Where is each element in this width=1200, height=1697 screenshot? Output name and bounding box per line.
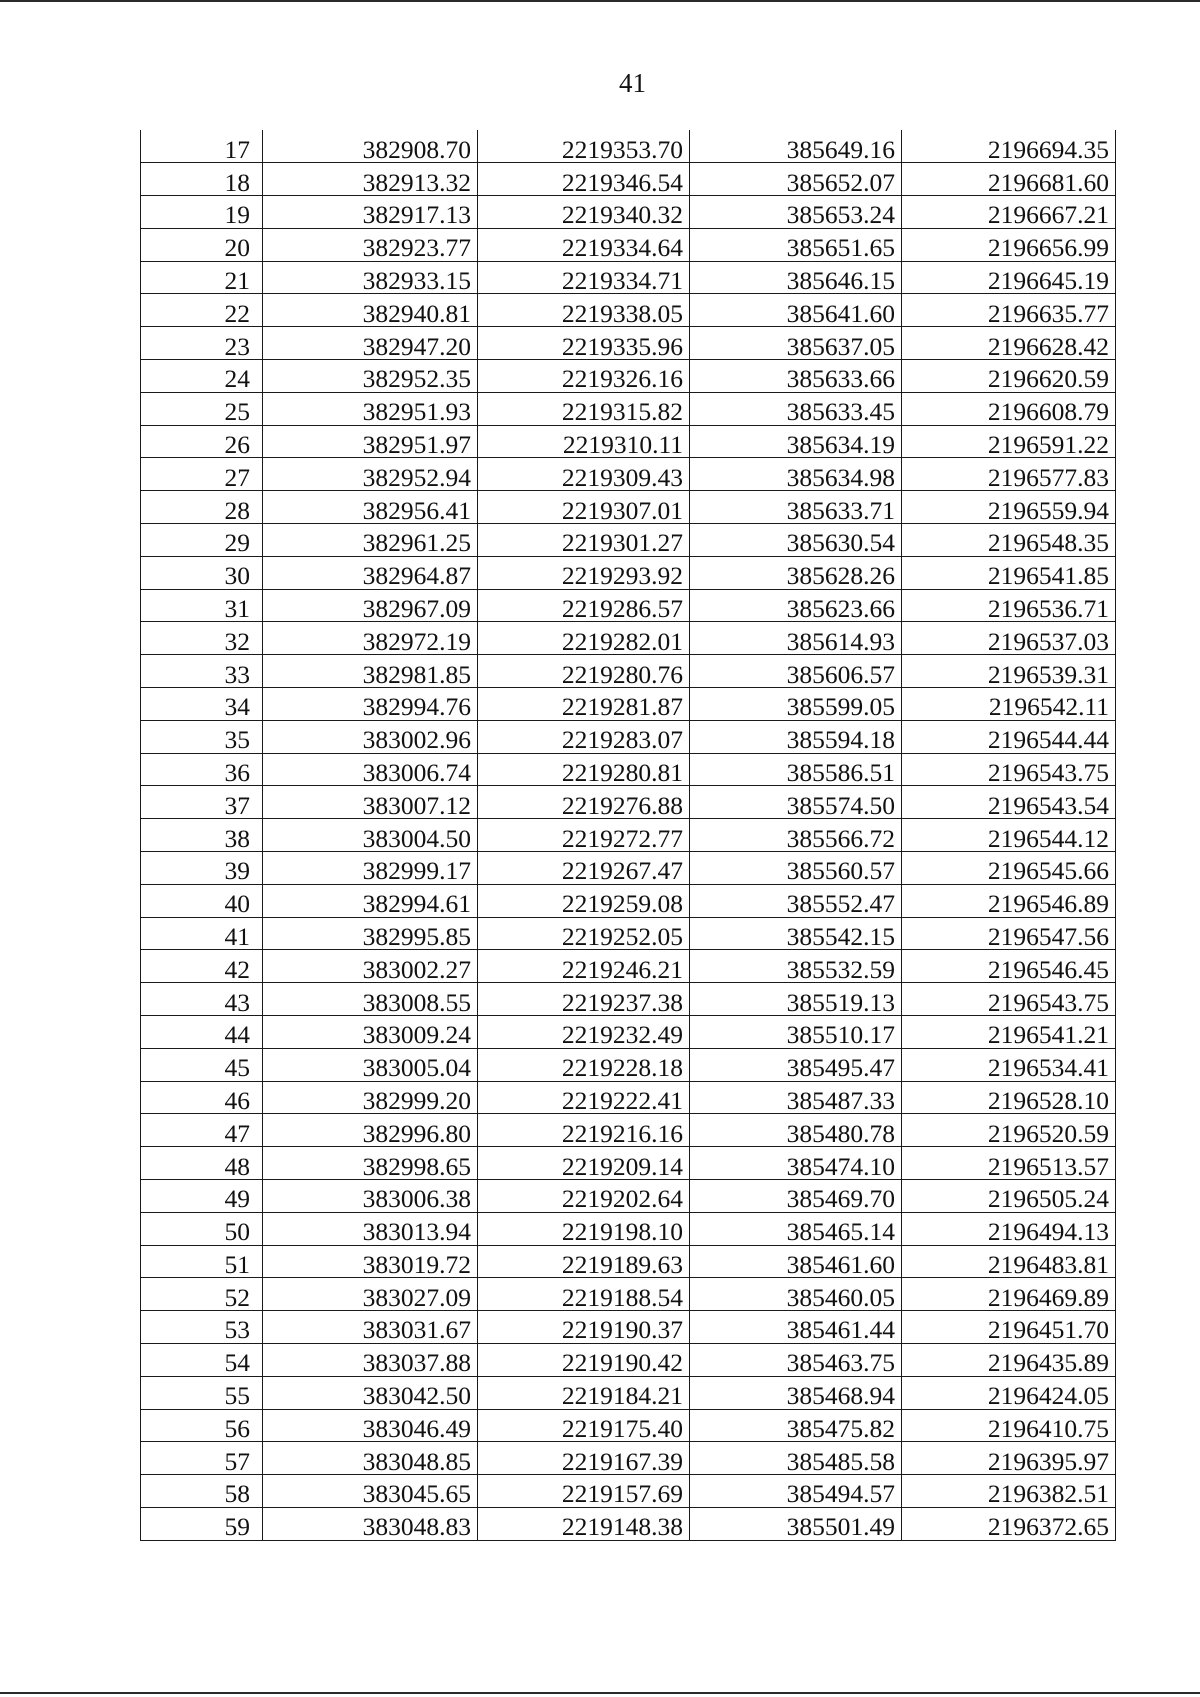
x1-coordinate-cell: 383031.67 xyxy=(263,1311,478,1344)
point-number-cell: 17 xyxy=(141,130,263,163)
y1-coordinate-cell: 2219148.38 xyxy=(478,1507,690,1540)
y2-coordinate-cell: 2196645.19 xyxy=(902,261,1116,294)
x2-coordinate-cell: 385651.65 xyxy=(690,228,902,261)
x1-coordinate-cell: 382933.15 xyxy=(263,261,478,294)
point-number-cell: 37 xyxy=(141,786,263,819)
y1-coordinate-cell: 2219228.18 xyxy=(478,1048,690,1081)
y1-coordinate-cell: 2219202.64 xyxy=(478,1180,690,1213)
table-row xyxy=(141,852,1116,885)
table-row xyxy=(141,261,1116,294)
table-row xyxy=(141,917,1116,950)
x1-coordinate-cell: 382972.19 xyxy=(263,622,478,655)
y1-coordinate-cell: 2219280.81 xyxy=(478,753,690,786)
x2-coordinate-cell: 385519.13 xyxy=(690,983,902,1016)
point-number-cell: 54 xyxy=(141,1343,263,1376)
y1-coordinate-cell: 2219222.41 xyxy=(478,1081,690,1114)
point-number-cell: 47 xyxy=(141,1114,263,1147)
y1-coordinate-cell: 2219346.54 xyxy=(478,163,690,196)
y2-coordinate-cell: 2196546.45 xyxy=(902,950,1116,983)
x2-coordinate-cell: 385633.45 xyxy=(690,392,902,425)
table-row xyxy=(141,1507,1116,1540)
table-row xyxy=(141,1048,1116,1081)
x2-coordinate-cell: 385461.44 xyxy=(690,1311,902,1344)
point-number-cell: 40 xyxy=(141,884,263,917)
x2-coordinate-cell: 385560.57 xyxy=(690,852,902,885)
y2-coordinate-cell: 2196451.70 xyxy=(902,1311,1116,1344)
x1-coordinate-cell: 382913.32 xyxy=(263,163,478,196)
y2-coordinate-cell: 2196513.57 xyxy=(902,1147,1116,1180)
x1-coordinate-cell: 382952.35 xyxy=(263,360,478,393)
point-number-cell: 35 xyxy=(141,720,263,753)
x1-coordinate-cell: 382956.41 xyxy=(263,491,478,524)
table-row xyxy=(141,360,1116,393)
scan-bottom-border xyxy=(0,1692,1200,1694)
table-row xyxy=(141,228,1116,261)
y1-coordinate-cell: 2219246.21 xyxy=(478,950,690,983)
x2-coordinate-cell: 385480.78 xyxy=(690,1114,902,1147)
point-number-cell: 58 xyxy=(141,1475,263,1508)
y1-coordinate-cell: 2219259.08 xyxy=(478,884,690,917)
table-row xyxy=(141,491,1116,524)
point-number-cell: 23 xyxy=(141,327,263,360)
x1-coordinate-cell: 382951.93 xyxy=(263,392,478,425)
x1-coordinate-cell: 383002.27 xyxy=(263,950,478,983)
scan-top-border xyxy=(0,0,1200,2)
x2-coordinate-cell: 385641.60 xyxy=(690,294,902,327)
y1-coordinate-cell: 2219190.42 xyxy=(478,1343,690,1376)
x1-coordinate-cell: 383046.49 xyxy=(263,1409,478,1442)
table-row xyxy=(141,1343,1116,1376)
x1-coordinate-cell: 382951.97 xyxy=(263,425,478,458)
x1-coordinate-cell: 382923.77 xyxy=(263,228,478,261)
y1-coordinate-cell: 2219252.05 xyxy=(478,917,690,950)
point-number-cell: 43 xyxy=(141,983,263,1016)
y2-coordinate-cell: 2196546.89 xyxy=(902,884,1116,917)
y2-coordinate-cell: 2196667.21 xyxy=(902,196,1116,229)
y1-coordinate-cell: 2219283.07 xyxy=(478,720,690,753)
point-number-cell: 19 xyxy=(141,196,263,229)
y1-coordinate-cell: 2219209.14 xyxy=(478,1147,690,1180)
x1-coordinate-cell: 382967.09 xyxy=(263,589,478,622)
y2-coordinate-cell: 2196505.24 xyxy=(902,1180,1116,1213)
x2-coordinate-cell: 385487.33 xyxy=(690,1081,902,1114)
x2-coordinate-cell: 385501.49 xyxy=(690,1507,902,1540)
table-row xyxy=(141,458,1116,491)
table-row xyxy=(141,1180,1116,1213)
table-row xyxy=(141,950,1116,983)
table-row xyxy=(141,1081,1116,1114)
point-number-cell: 55 xyxy=(141,1376,263,1409)
point-number-cell: 28 xyxy=(141,491,263,524)
table-row xyxy=(141,1409,1116,1442)
y1-coordinate-cell: 2219338.05 xyxy=(478,294,690,327)
point-number-cell: 56 xyxy=(141,1409,263,1442)
x1-coordinate-cell: 383027.09 xyxy=(263,1278,478,1311)
x2-coordinate-cell: 385460.05 xyxy=(690,1278,902,1311)
y2-coordinate-cell: 2196541.21 xyxy=(902,1016,1116,1049)
point-number-cell: 41 xyxy=(141,917,263,950)
x2-coordinate-cell: 385463.75 xyxy=(690,1343,902,1376)
table-row xyxy=(141,425,1116,458)
y1-coordinate-cell: 2219184.21 xyxy=(478,1376,690,1409)
y2-coordinate-cell: 2196543.54 xyxy=(902,786,1116,819)
y2-coordinate-cell: 2196534.41 xyxy=(902,1048,1116,1081)
y2-coordinate-cell: 2196628.42 xyxy=(902,327,1116,360)
x1-coordinate-cell: 383009.24 xyxy=(263,1016,478,1049)
x2-coordinate-cell: 385646.15 xyxy=(690,261,902,294)
point-number-cell: 48 xyxy=(141,1147,263,1180)
table-row xyxy=(141,294,1116,327)
x1-coordinate-cell: 383004.50 xyxy=(263,819,478,852)
x1-coordinate-cell: 383037.88 xyxy=(263,1343,478,1376)
point-number-cell: 59 xyxy=(141,1507,263,1540)
x2-coordinate-cell: 385469.70 xyxy=(690,1180,902,1213)
x1-coordinate-cell: 382994.61 xyxy=(263,884,478,917)
y2-coordinate-cell: 2196395.97 xyxy=(902,1442,1116,1475)
x1-coordinate-cell: 382940.81 xyxy=(263,294,478,327)
x2-coordinate-cell: 385634.19 xyxy=(690,425,902,458)
y1-coordinate-cell: 2219280.76 xyxy=(478,655,690,688)
y2-coordinate-cell: 2196544.44 xyxy=(902,720,1116,753)
x2-coordinate-cell: 385542.15 xyxy=(690,917,902,950)
point-number-cell: 38 xyxy=(141,819,263,852)
y2-coordinate-cell: 2196536.71 xyxy=(902,589,1116,622)
x2-coordinate-cell: 385494.57 xyxy=(690,1475,902,1508)
x1-coordinate-cell: 382964.87 xyxy=(263,556,478,589)
y1-coordinate-cell: 2219353.70 xyxy=(478,130,690,163)
y2-coordinate-cell: 2196542.11 xyxy=(902,688,1116,721)
point-number-cell: 22 xyxy=(141,294,263,327)
point-number-cell: 50 xyxy=(141,1212,263,1245)
x2-coordinate-cell: 385532.59 xyxy=(690,950,902,983)
y2-coordinate-cell: 2196494.13 xyxy=(902,1212,1116,1245)
x1-coordinate-cell: 382947.20 xyxy=(263,327,478,360)
point-number-cell: 25 xyxy=(141,392,263,425)
table-row xyxy=(141,524,1116,557)
table-row xyxy=(141,884,1116,917)
x1-coordinate-cell: 383013.94 xyxy=(263,1212,478,1245)
table-row xyxy=(141,983,1116,1016)
point-number-cell: 31 xyxy=(141,589,263,622)
table-row xyxy=(141,196,1116,229)
point-number-cell: 36 xyxy=(141,753,263,786)
y2-coordinate-cell: 2196483.81 xyxy=(902,1245,1116,1278)
point-number-cell: 24 xyxy=(141,360,263,393)
coordinate-table xyxy=(140,130,1116,1541)
table-row xyxy=(141,720,1116,753)
y2-coordinate-cell: 2196520.59 xyxy=(902,1114,1116,1147)
y1-coordinate-cell: 2219286.57 xyxy=(478,589,690,622)
point-number-cell: 44 xyxy=(141,1016,263,1049)
y2-coordinate-cell: 2196547.56 xyxy=(902,917,1116,950)
table-row xyxy=(141,1212,1116,1245)
x1-coordinate-cell: 382994.76 xyxy=(263,688,478,721)
y2-coordinate-cell: 2196543.75 xyxy=(902,983,1116,1016)
x2-coordinate-cell: 385614.93 xyxy=(690,622,902,655)
point-number-cell: 29 xyxy=(141,524,263,557)
y1-coordinate-cell: 2219281.87 xyxy=(478,688,690,721)
y2-coordinate-cell: 2196591.22 xyxy=(902,425,1116,458)
x1-coordinate-cell: 382999.20 xyxy=(263,1081,478,1114)
y1-coordinate-cell: 2219272.77 xyxy=(478,819,690,852)
y2-coordinate-cell: 2196528.10 xyxy=(902,1081,1116,1114)
table-row xyxy=(141,1475,1116,1508)
point-number-cell: 51 xyxy=(141,1245,263,1278)
table-row xyxy=(141,1278,1116,1311)
x1-coordinate-cell: 383006.38 xyxy=(263,1180,478,1213)
y1-coordinate-cell: 2219189.63 xyxy=(478,1245,690,1278)
y2-coordinate-cell: 2196539.31 xyxy=(902,655,1116,688)
y1-coordinate-cell: 2219157.69 xyxy=(478,1475,690,1508)
y2-coordinate-cell: 2196424.05 xyxy=(902,1376,1116,1409)
x2-coordinate-cell: 385574.50 xyxy=(690,786,902,819)
x1-coordinate-cell: 382998.65 xyxy=(263,1147,478,1180)
table-row xyxy=(141,589,1116,622)
table-row xyxy=(141,819,1116,852)
y2-coordinate-cell: 2196620.59 xyxy=(902,360,1116,393)
point-number-cell: 52 xyxy=(141,1278,263,1311)
x2-coordinate-cell: 385475.82 xyxy=(690,1409,902,1442)
table-row xyxy=(141,556,1116,589)
table-row xyxy=(141,130,1116,163)
x2-coordinate-cell: 385637.05 xyxy=(690,327,902,360)
y2-coordinate-cell: 2196548.35 xyxy=(902,524,1116,557)
x1-coordinate-cell: 383007.12 xyxy=(263,786,478,819)
point-number-cell: 18 xyxy=(141,163,263,196)
point-number-cell: 49 xyxy=(141,1180,263,1213)
x2-coordinate-cell: 385468.94 xyxy=(690,1376,902,1409)
table-row xyxy=(141,688,1116,721)
y2-coordinate-cell: 2196543.75 xyxy=(902,753,1116,786)
point-number-cell: 27 xyxy=(141,458,263,491)
y1-coordinate-cell: 2219237.38 xyxy=(478,983,690,1016)
x1-coordinate-cell: 383005.04 xyxy=(263,1048,478,1081)
x2-coordinate-cell: 385599.05 xyxy=(690,688,902,721)
x1-coordinate-cell: 383045.65 xyxy=(263,1475,478,1508)
y2-coordinate-cell: 2196537.03 xyxy=(902,622,1116,655)
table-row xyxy=(141,327,1116,360)
point-number-cell: 53 xyxy=(141,1311,263,1344)
table-row xyxy=(141,1114,1116,1147)
y1-coordinate-cell: 2219340.32 xyxy=(478,196,690,229)
x2-coordinate-cell: 385633.66 xyxy=(690,360,902,393)
y2-coordinate-cell: 2196577.83 xyxy=(902,458,1116,491)
y2-coordinate-cell: 2196435.89 xyxy=(902,1343,1116,1376)
x2-coordinate-cell: 385510.17 xyxy=(690,1016,902,1049)
x2-coordinate-cell: 385474.10 xyxy=(690,1147,902,1180)
y1-coordinate-cell: 2219216.16 xyxy=(478,1114,690,1147)
point-number-cell: 46 xyxy=(141,1081,263,1114)
y1-coordinate-cell: 2219309.43 xyxy=(478,458,690,491)
y2-coordinate-cell: 2196608.79 xyxy=(902,392,1116,425)
table-row xyxy=(141,753,1116,786)
table-row xyxy=(141,392,1116,425)
x2-coordinate-cell: 385634.98 xyxy=(690,458,902,491)
y1-coordinate-cell: 2219310.11 xyxy=(478,425,690,458)
x2-coordinate-cell: 385630.54 xyxy=(690,524,902,557)
table-row xyxy=(141,786,1116,819)
table-row xyxy=(141,1147,1116,1180)
point-number-cell: 32 xyxy=(141,622,263,655)
x2-coordinate-cell: 385465.14 xyxy=(690,1212,902,1245)
y1-coordinate-cell: 2219326.16 xyxy=(478,360,690,393)
x1-coordinate-cell: 382995.85 xyxy=(263,917,478,950)
y1-coordinate-cell: 2219307.01 xyxy=(478,491,690,524)
point-number-cell: 30 xyxy=(141,556,263,589)
y1-coordinate-cell: 2219232.49 xyxy=(478,1016,690,1049)
y2-coordinate-cell: 2196410.75 xyxy=(902,1409,1116,1442)
table-row xyxy=(141,1442,1116,1475)
y2-coordinate-cell: 2196681.60 xyxy=(902,163,1116,196)
x1-coordinate-cell: 382961.25 xyxy=(263,524,478,557)
x1-coordinate-cell: 382917.13 xyxy=(263,196,478,229)
table-row xyxy=(141,1376,1116,1409)
x1-coordinate-cell: 382908.70 xyxy=(263,130,478,163)
x2-coordinate-cell: 385461.60 xyxy=(690,1245,902,1278)
x1-coordinate-cell: 382996.80 xyxy=(263,1114,478,1147)
x2-coordinate-cell: 385653.24 xyxy=(690,196,902,229)
x2-coordinate-cell: 385633.71 xyxy=(690,491,902,524)
x2-coordinate-cell: 385652.07 xyxy=(690,163,902,196)
y1-coordinate-cell: 2219267.47 xyxy=(478,852,690,885)
y2-coordinate-cell: 2196469.89 xyxy=(902,1278,1116,1311)
point-number-cell: 20 xyxy=(141,228,263,261)
table-row xyxy=(141,655,1116,688)
y1-coordinate-cell: 2219301.27 xyxy=(478,524,690,557)
y1-coordinate-cell: 2219188.54 xyxy=(478,1278,690,1311)
y2-coordinate-cell: 2196372.65 xyxy=(902,1507,1116,1540)
y1-coordinate-cell: 2219282.01 xyxy=(478,622,690,655)
point-number-cell: 39 xyxy=(141,852,263,885)
x2-coordinate-cell: 385606.57 xyxy=(690,655,902,688)
x2-coordinate-cell: 385628.26 xyxy=(690,556,902,589)
table-row xyxy=(141,1016,1116,1049)
y2-coordinate-cell: 2196656.99 xyxy=(902,228,1116,261)
point-number-cell: 33 xyxy=(141,655,263,688)
table-row xyxy=(141,1311,1116,1344)
point-number-cell: 34 xyxy=(141,688,263,721)
page-number: 41 xyxy=(619,68,646,98)
y1-coordinate-cell: 2219190.37 xyxy=(478,1311,690,1344)
y1-coordinate-cell: 2219334.71 xyxy=(478,261,690,294)
y2-coordinate-cell: 2196694.35 xyxy=(902,130,1116,163)
x2-coordinate-cell: 385649.16 xyxy=(690,130,902,163)
y1-coordinate-cell: 2219315.82 xyxy=(478,392,690,425)
x2-coordinate-cell: 385623.66 xyxy=(690,589,902,622)
x1-coordinate-cell: 382952.94 xyxy=(263,458,478,491)
x1-coordinate-cell: 383002.96 xyxy=(263,720,478,753)
x2-coordinate-cell: 385594.18 xyxy=(690,720,902,753)
y2-coordinate-cell: 2196545.66 xyxy=(902,852,1116,885)
y2-coordinate-cell: 2196541.85 xyxy=(902,556,1116,589)
point-number-cell: 45 xyxy=(141,1048,263,1081)
y1-coordinate-cell: 2219276.88 xyxy=(478,786,690,819)
y2-coordinate-cell: 2196382.51 xyxy=(902,1475,1116,1508)
y1-coordinate-cell: 2219198.10 xyxy=(478,1212,690,1245)
y1-coordinate-cell: 2219175.40 xyxy=(478,1409,690,1442)
x2-coordinate-cell: 385566.72 xyxy=(690,819,902,852)
table-row xyxy=(141,163,1116,196)
table-row xyxy=(141,622,1116,655)
y1-coordinate-cell: 2219293.92 xyxy=(478,556,690,589)
y1-coordinate-cell: 2219334.64 xyxy=(478,228,690,261)
x1-coordinate-cell: 383048.83 xyxy=(263,1507,478,1540)
y2-coordinate-cell: 2196635.77 xyxy=(902,294,1116,327)
x1-coordinate-cell: 383048.85 xyxy=(263,1442,478,1475)
x2-coordinate-cell: 385552.47 xyxy=(690,884,902,917)
x2-coordinate-cell: 385485.58 xyxy=(690,1442,902,1475)
point-number-cell: 42 xyxy=(141,950,263,983)
x1-coordinate-cell: 382981.85 xyxy=(263,655,478,688)
table-row xyxy=(141,1245,1116,1278)
y2-coordinate-cell: 2196559.94 xyxy=(902,491,1116,524)
coordinate-table-body xyxy=(141,130,1116,1540)
x1-coordinate-cell: 383008.55 xyxy=(263,983,478,1016)
point-number-cell: 21 xyxy=(141,261,263,294)
x1-coordinate-cell: 383019.72 xyxy=(263,1245,478,1278)
x2-coordinate-cell: 385495.47 xyxy=(690,1048,902,1081)
x1-coordinate-cell: 383006.74 xyxy=(263,753,478,786)
y1-coordinate-cell: 2219335.96 xyxy=(478,327,690,360)
x1-coordinate-cell: 382999.17 xyxy=(263,852,478,885)
point-number-cell: 26 xyxy=(141,425,263,458)
y1-coordinate-cell: 2219167.39 xyxy=(478,1442,690,1475)
y2-coordinate-cell: 2196544.12 xyxy=(902,819,1116,852)
x2-coordinate-cell: 385586.51 xyxy=(690,753,902,786)
x1-coordinate-cell: 383042.50 xyxy=(263,1376,478,1409)
point-number-cell: 57 xyxy=(141,1442,263,1475)
